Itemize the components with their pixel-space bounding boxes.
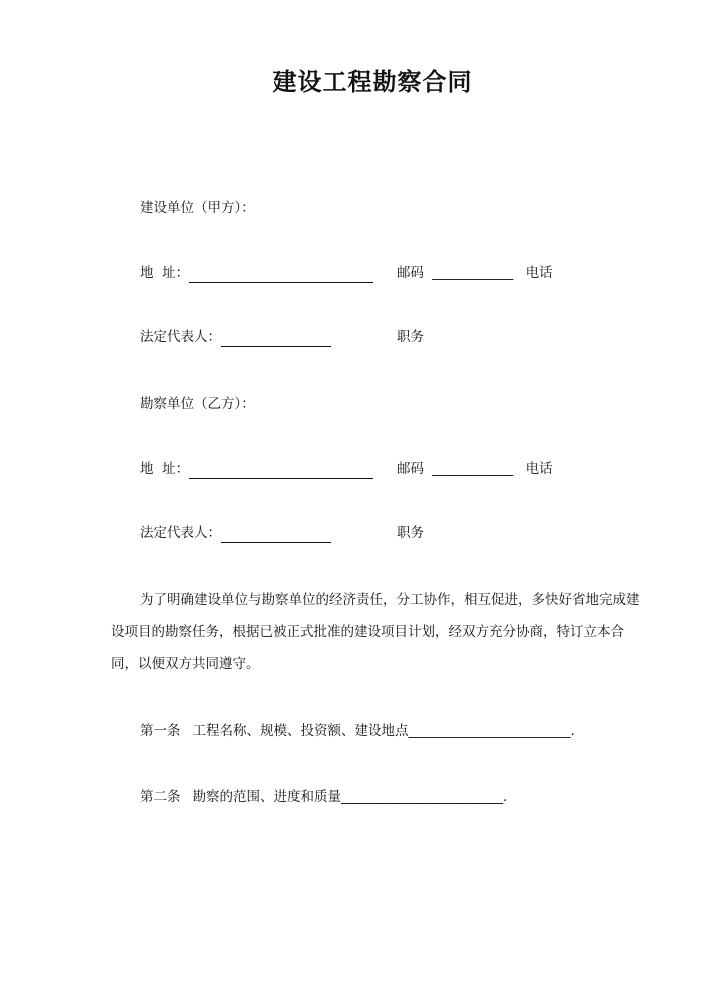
party-a-phone-label: 电话 bbox=[525, 265, 553, 281]
party-a-rep-row bbox=[140, 327, 331, 347]
party-b-address-blank[interactable] bbox=[189, 464, 373, 479]
party-b-postcode-blank[interactable]: ____________ bbox=[432, 461, 514, 477]
article-2-number: 第二条 bbox=[140, 789, 181, 805]
party-a-rep-label: 法定代表人： bbox=[140, 329, 221, 345]
document-title: 建设工程勘察合同 bbox=[272, 67, 473, 96]
party-b-rep-blank[interactable] bbox=[221, 528, 331, 543]
party-b-rep-row bbox=[140, 523, 331, 543]
party-b-rep-label: 法定代表人： bbox=[140, 525, 221, 541]
party-a-heading: 建设单位（甲方）： bbox=[140, 200, 255, 216]
article-1-blank[interactable]: ________________________ bbox=[408, 723, 571, 739]
article-2 bbox=[140, 787, 507, 807]
party-a-postcode-label: 邮码 bbox=[397, 265, 424, 281]
party-b-phone-label: 电话 bbox=[525, 461, 553, 477]
party-a-position-label: 职务 bbox=[397, 329, 424, 345]
article-1 bbox=[140, 721, 575, 741]
article-2-end: . bbox=[503, 789, 508, 805]
party-b-address-row bbox=[140, 459, 373, 479]
party-b-heading: 勘察单位（乙方）： bbox=[140, 396, 255, 412]
party-a-postcode-blank[interactable]: ____________ bbox=[432, 265, 514, 281]
article-2-text: 勘察的范围、进度和质量 bbox=[192, 789, 341, 805]
party-a-address-row bbox=[140, 263, 373, 283]
article-1-number: 第一条 bbox=[140, 723, 181, 739]
preamble-paragraph bbox=[111, 584, 641, 680]
party-b-postcode-label: 邮码 bbox=[397, 461, 424, 477]
article-2-blank[interactable]: ________________________ bbox=[341, 789, 503, 805]
preamble-text: 为了明确建设单位与勘察单位的经济责任，分工协作，相互促进，多快好省地完成建设项目的勘察任务，根据已被正式批准的建设项目计划，经双方充分协商，特订立本合同，以便双方共同遵守。 bbox=[111, 592, 640, 672]
article-1-end: . bbox=[570, 723, 575, 739]
party-b-address-label: 地 址： bbox=[140, 461, 190, 477]
party-a-contact-row bbox=[397, 263, 553, 283]
party-a-address-blank[interactable] bbox=[189, 268, 373, 283]
party-a-address-label: 地 址： bbox=[140, 265, 190, 281]
article-1-text: 工程名称、规模、投资额、建设地点 bbox=[192, 723, 409, 739]
party-b-position-label: 职务 bbox=[397, 525, 424, 541]
party-b-contact-row bbox=[397, 459, 553, 479]
party-a-rep-blank[interactable] bbox=[221, 332, 331, 347]
